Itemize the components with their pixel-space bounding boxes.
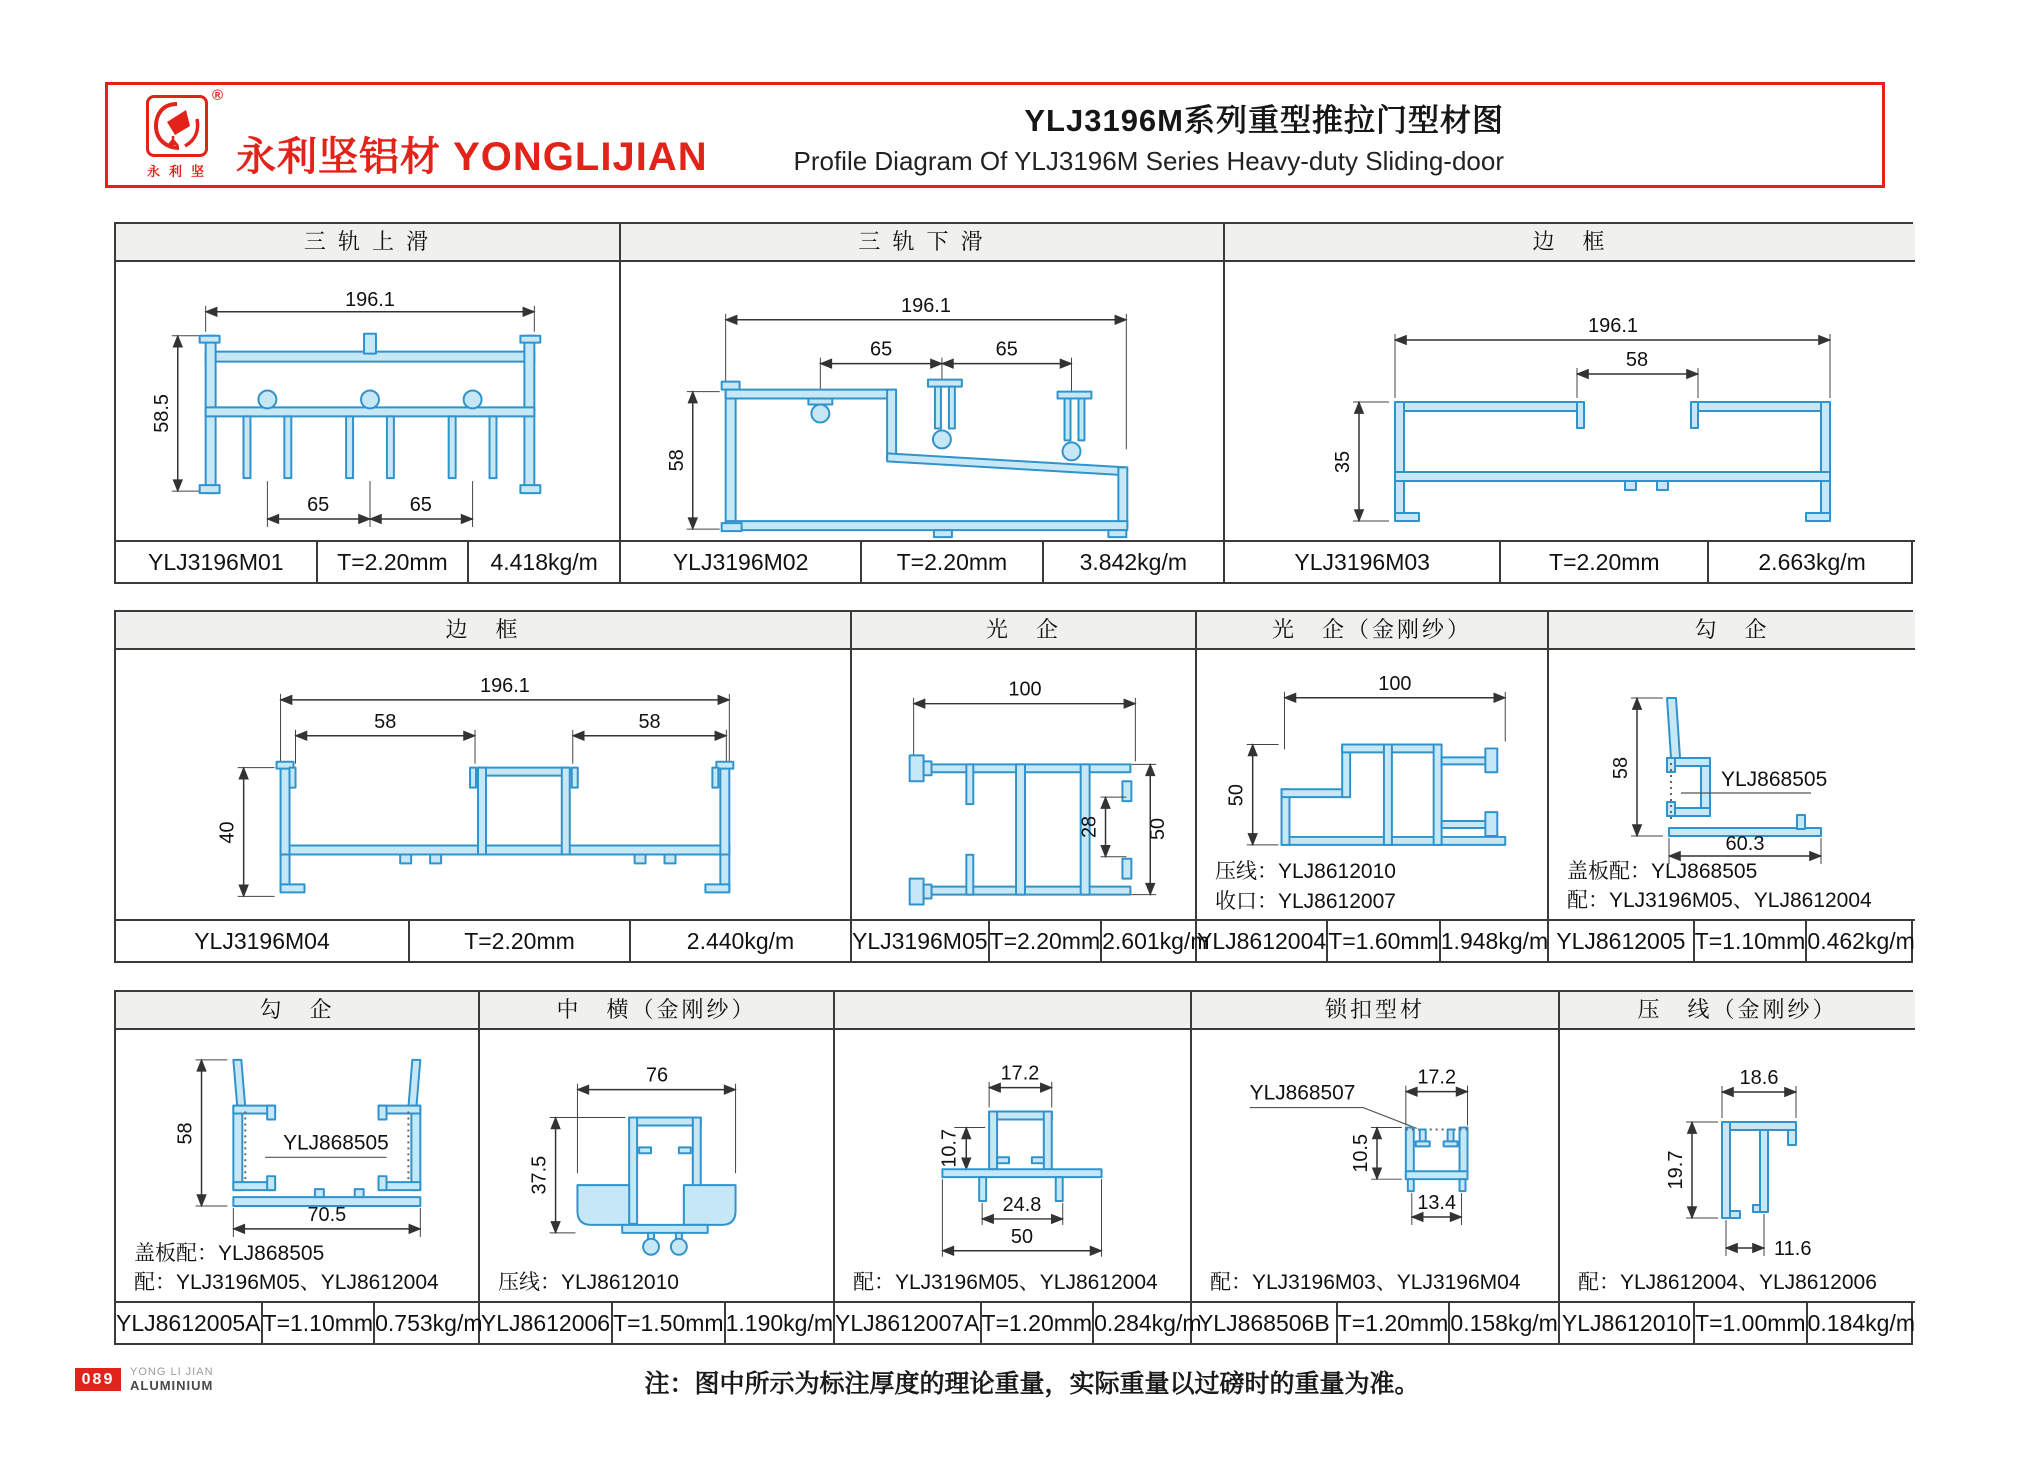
svg-text:50: 50 <box>1010 1225 1034 1248</box>
svg-text:37.5: 37.5 <box>528 1155 551 1195</box>
note-line: 盖板配：YLJ868505 <box>1567 860 1758 883</box>
model-code: YLJ868506B <box>1192 1303 1338 1343</box>
weight: 2.601kg/m <box>1102 927 1210 954</box>
page-title-cn: YLJ3196M系列重型推拉门型材图 <box>1024 103 1504 138</box>
svg-text:196.1: 196.1 <box>901 294 951 317</box>
brand-name <box>236 125 708 182</box>
profile-cell-ylj3196m01 <box>116 224 621 582</box>
thickness: T=2.20mm <box>862 542 1043 582</box>
cell-title: 勾 企 <box>116 992 478 1030</box>
profile-drawing <box>116 650 850 919</box>
svg-text:58: 58 <box>665 449 688 472</box>
svg-text:19.7: 19.7 <box>1665 1150 1687 1190</box>
weight: 3.842kg/m <box>1079 548 1188 575</box>
note-line: 盖板配：YLJ868505 <box>134 1242 325 1265</box>
profile-section-svg <box>1560 1030 1915 1301</box>
note-line: 压线：YLJ8612010 <box>1215 860 1396 883</box>
note-line: 配：YLJ3196M05、YLJ8612004 <box>1567 889 1872 912</box>
cell-title: 三 轨 上 滑 <box>116 224 619 262</box>
logo-swirl-icon <box>149 98 205 154</box>
model-code: YLJ3196M03 <box>1225 542 1501 582</box>
svg-text:196.1: 196.1 <box>479 674 530 697</box>
profile-cell-ylj8612010 <box>1560 992 1915 1343</box>
svg-text:35: 35 <box>1332 450 1354 474</box>
profile-section-svg <box>835 1030 1190 1301</box>
svg-text:58: 58 <box>374 710 397 733</box>
logo-characters: 永利坚 <box>146 164 213 179</box>
profile-table-row3 <box>114 990 1913 1345</box>
note-line: 配：YLJ3196M05、YLJ8612004 <box>134 1271 439 1294</box>
registered-mark: ® <box>212 87 224 104</box>
spec-row <box>1560 1301 1915 1343</box>
svg-text:58: 58 <box>638 710 661 733</box>
spec-row <box>116 919 850 961</box>
profile-drawing <box>621 262 1223 540</box>
svg-text:196.1: 196.1 <box>1587 315 1639 337</box>
weight: 1.190kg/m <box>725 1309 833 1336</box>
profile-cell-ylj8612006 <box>480 992 835 1343</box>
cell-title: 边 框 <box>116 612 850 650</box>
svg-text:24.8: 24.8 <box>1002 1193 1042 1216</box>
svg-text:65: 65 <box>995 338 1018 361</box>
thickness: T=1.20mm <box>1338 1303 1451 1343</box>
spec-row <box>835 1301 1202 1343</box>
svg-text:76: 76 <box>645 1064 669 1087</box>
cell-title <box>835 992 1190 1030</box>
spec-row <box>1225 540 1915 582</box>
weight: 4.418kg/m <box>490 548 598 575</box>
profile-drawing <box>835 1030 1190 1301</box>
profile-cell-ylj3196m05 <box>852 612 1210 961</box>
weight: 2.663kg/m <box>1758 548 1866 575</box>
svg-text:100: 100 <box>1008 678 1042 701</box>
svg-text:58.5: 58.5 <box>150 394 173 433</box>
thickness: T=1.10mm <box>263 1303 376 1343</box>
thickness: T=1.20mm <box>982 1303 1095 1343</box>
model-code: YLJ8612010 <box>1560 1303 1695 1343</box>
svg-text:196.1: 196.1 <box>345 288 395 311</box>
thickness: T=1.60mm <box>1328 921 1441 961</box>
cell-title: 三 轨 下 滑 <box>621 224 1223 262</box>
svg-text:65: 65 <box>307 494 330 517</box>
svg-text:58: 58 <box>174 1122 197 1145</box>
profile-section-svg <box>1192 1030 1558 1301</box>
thickness: T=2.20mm <box>410 921 631 961</box>
spec-row <box>1192 1301 1558 1343</box>
page-number-badge: 089 <box>75 1368 121 1391</box>
profile-section-svg <box>116 262 619 540</box>
svg-text:50: 50 <box>1147 817 1170 841</box>
cell-title: 中 横（金刚纱） <box>480 992 833 1030</box>
spec-row <box>1197 919 1547 961</box>
svg-text:17.2: 17.2 <box>1417 1066 1457 1089</box>
svg-text:70.5: 70.5 <box>307 1203 347 1226</box>
weight: 0.753kg/m <box>375 1309 483 1336</box>
spec-row <box>621 540 1223 582</box>
model-code: YLJ8612005A <box>116 1303 263 1343</box>
note-line: 配：YLJ3196M03、YLJ3196M04 <box>1210 1271 1521 1294</box>
svg-text:58: 58 <box>1610 756 1632 780</box>
model-code: YLJ3196M04 <box>116 921 410 961</box>
part-label: YLJ868505 <box>283 1131 389 1155</box>
cell-notes <box>1578 1268 1877 1297</box>
weight: 0.184kg/m <box>1807 1309 1915 1336</box>
weight: 0.462kg/m <box>1807 927 1915 954</box>
svg-text:18.6: 18.6 <box>1739 1067 1779 1089</box>
svg-text:17.2: 17.2 <box>1000 1062 1040 1085</box>
model-code: YLJ3196M05 <box>852 921 990 961</box>
note-line: 收口：YLJ8612007 <box>1215 890 1396 913</box>
svg-text:13.4: 13.4 <box>1417 1192 1457 1215</box>
page-title <box>793 95 1504 177</box>
profile-drawing <box>116 1030 478 1301</box>
thickness: T=2.20mm <box>318 542 470 582</box>
weight-disclaimer-note: 注：图中所示为标注厚度的理论重量，实际重量以过磅时的重量为准。 <box>644 1370 1420 1398</box>
profile-section-svg <box>480 1030 833 1301</box>
thickness: T=2.20mm <box>1501 542 1709 582</box>
profile-cell-ylj8612005a <box>116 992 483 1343</box>
footer-brand <box>130 1366 214 1392</box>
profile-section-svg <box>621 262 1223 540</box>
footer-brand-name: YONG LI JIAN <box>130 1366 214 1378</box>
profile-drawing <box>1225 262 1915 540</box>
profile-section-svg <box>116 650 850 919</box>
cell-title: 边 框 <box>1225 224 1915 262</box>
model-code: YLJ8612007A <box>835 1303 982 1343</box>
svg-text:40: 40 <box>216 821 239 844</box>
model-code: YLJ8612006 <box>480 1303 613 1343</box>
brand-header <box>105 82 1885 188</box>
brand-name-cn: 永利坚铝材 <box>236 135 441 179</box>
note-line: 配：YLJ3196M05、YLJ8612004 <box>853 1271 1158 1294</box>
cell-title: 勾 企 <box>1549 612 1915 650</box>
weight: 0.158kg/m <box>1450 1309 1558 1336</box>
profile-cell-ylj868506b <box>1192 992 1560 1343</box>
footer-brand-aluminium: ALUMINIUM <box>130 1378 214 1393</box>
profile-section-svg <box>852 650 1195 919</box>
spec-row <box>116 1301 483 1343</box>
weight: 1.948kg/m <box>1440 927 1549 954</box>
model-code: YLJ8612005 <box>1549 921 1695 961</box>
cell-notes <box>498 1268 679 1297</box>
model-code: YLJ8612004 <box>1197 921 1328 961</box>
cell-title: 光 企 <box>852 612 1195 650</box>
profile-table-row1 <box>114 222 1913 584</box>
profile-cell-ylj3196m03 <box>1225 224 1915 582</box>
cell-title: 锁扣型材 <box>1192 992 1558 1030</box>
svg-text:10.7: 10.7 <box>938 1128 961 1168</box>
profile-cell-ylj8612007a <box>835 992 1202 1343</box>
svg-text:65: 65 <box>870 338 893 361</box>
spec-row <box>480 1301 833 1343</box>
profile-cell-ylj3196m02 <box>621 224 1225 582</box>
model-code: YLJ3196M01 <box>116 542 318 582</box>
profile-cell-ylj8612004 <box>1197 612 1549 961</box>
thickness: T=1.00mm <box>1695 1303 1808 1343</box>
spec-row <box>852 919 1210 961</box>
cell-notes <box>853 1268 1158 1297</box>
profile-drawing <box>852 650 1195 919</box>
svg-text:10.5: 10.5 <box>1350 1133 1373 1173</box>
brand-name-en: YONGLIJIAN <box>453 135 708 179</box>
page-title-en: Profile Diagram Of YLJ3196M Series Heavy-duty Sliding-door <box>793 146 1504 176</box>
profile-drawing <box>480 1030 833 1301</box>
note-line: 配：YLJ8612004、YLJ8612006 <box>1578 1271 1877 1294</box>
thickness: T=1.50mm <box>613 1303 726 1343</box>
profile-drawing <box>1549 650 1915 919</box>
cell-notes <box>1215 857 1396 917</box>
model-code: YLJ3196M02 <box>621 542 862 582</box>
svg-text:58: 58 <box>1625 349 1649 371</box>
profile-section-svg <box>1225 262 1915 540</box>
cell-notes <box>1210 1268 1521 1297</box>
cell-title: 压 线（金刚纱） <box>1560 992 1915 1030</box>
spec-row <box>1549 919 1915 961</box>
profile-drawing <box>1192 1030 1558 1301</box>
svg-text:11.6: 11.6 <box>1774 1238 1812 1260</box>
thickness: T=2.20mm <box>990 921 1103 961</box>
profile-drawing <box>116 262 619 540</box>
thickness: T=1.10mm <box>1695 921 1808 961</box>
cell-notes <box>134 1239 439 1297</box>
cell-notes <box>1567 857 1872 915</box>
svg-text:100: 100 <box>1378 672 1412 695</box>
svg-text:50: 50 <box>1225 784 1248 807</box>
spec-row <box>116 540 619 582</box>
note-line: 压线：YLJ8612010 <box>498 1271 679 1294</box>
profile-cell-ylj3196m04 <box>116 612 852 961</box>
profile-drawing <box>1560 1030 1915 1301</box>
part-label: YLJ868507 <box>1249 1081 1356 1105</box>
profile-table-row2 <box>114 610 1913 963</box>
weight: 2.440kg/m <box>686 927 795 954</box>
profile-drawing <box>1197 650 1547 919</box>
part-label: YLJ868505 <box>1721 768 1828 791</box>
svg-text:65: 65 <box>409 494 432 517</box>
svg-text:60.3: 60.3 <box>1725 833 1765 855</box>
svg-text:28: 28 <box>1078 815 1101 839</box>
cell-title: 光 企（金刚纱） <box>1197 612 1547 650</box>
brand-logo-icon <box>146 95 208 157</box>
weight: 0.284kg/m <box>1094 1309 1202 1336</box>
profile-cell-ylj8612005 <box>1549 612 1915 961</box>
